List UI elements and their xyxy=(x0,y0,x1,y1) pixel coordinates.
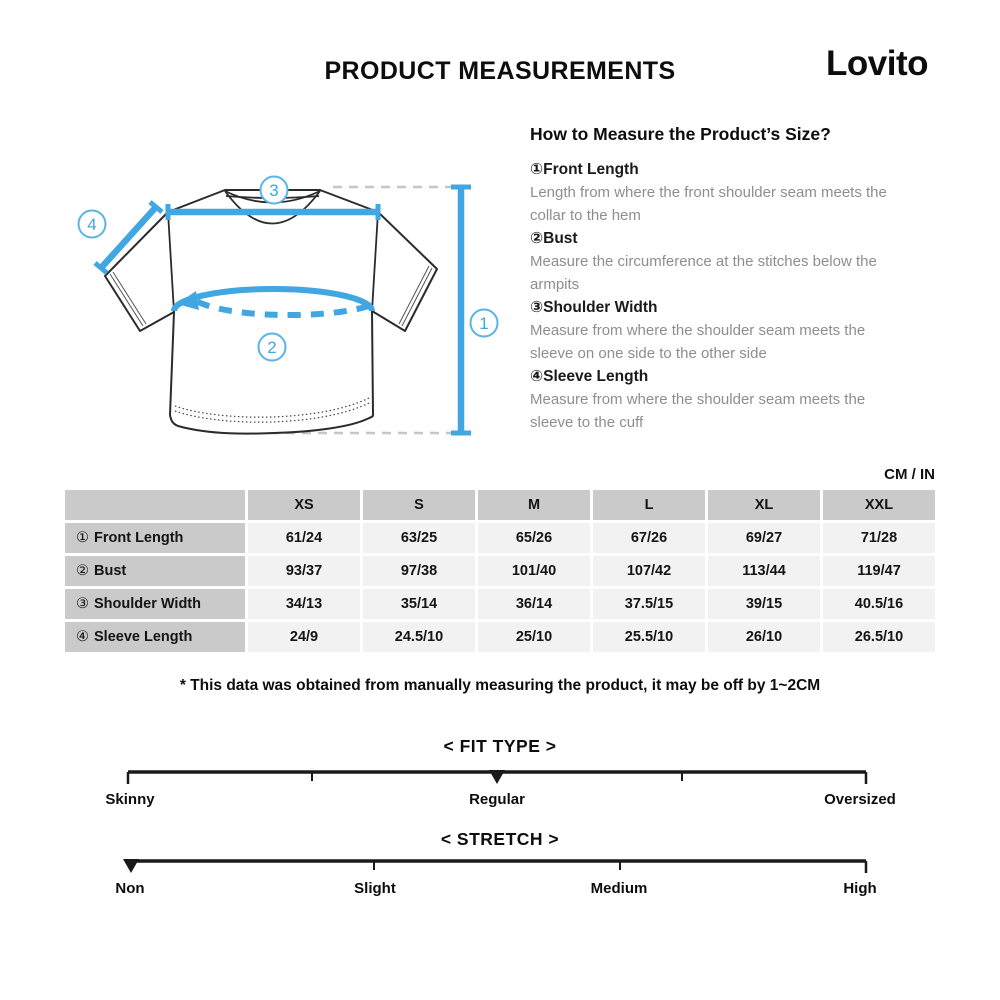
table-cell: 24.5/10 xyxy=(363,622,475,652)
row-num: ② xyxy=(76,563,89,579)
guide-item-desc: Measure the circumference at the stitches below the armpits xyxy=(530,253,877,293)
guide-item-num: ① xyxy=(530,161,544,178)
stretch-label-slight: Slight xyxy=(354,880,396,897)
guide-item-shoulder-width xyxy=(530,296,912,365)
guide-item-title xyxy=(530,296,912,319)
table-cell: 61/24 xyxy=(248,523,360,553)
guide-item-bust xyxy=(530,227,912,296)
fit-type-axis xyxy=(0,768,1000,790)
column-header-m: M xyxy=(478,490,590,520)
table-cell: 63/25 xyxy=(363,523,475,553)
fit-label-regular: Regular xyxy=(469,791,525,808)
guide-item-name: Sleeve Length xyxy=(543,368,649,385)
table-cell: 24/9 xyxy=(248,622,360,652)
stretch-label-high: High xyxy=(843,880,877,897)
column-header-l: L xyxy=(593,490,705,520)
guide-item-name: Front Length xyxy=(543,161,639,178)
table-cell: 26.5/10 xyxy=(823,622,935,652)
row-num: ① xyxy=(76,530,89,546)
guide-item-desc: Length from where the front shoulder seam meets the collar to the hem xyxy=(530,184,887,224)
stretch-title: < STRETCH > xyxy=(440,829,560,849)
table-cell: 113/44 xyxy=(708,556,820,586)
callout-3: 3 xyxy=(269,181,279,200)
row-label: Sleeve Length xyxy=(94,629,193,645)
fit-label-oversized: Oversized xyxy=(824,791,896,808)
column-header-xxl: XXL xyxy=(823,490,935,520)
stretch-scale xyxy=(0,829,1000,900)
stretch-label-medium: Medium xyxy=(590,880,648,897)
guide-heading: How to Measure the Product’s Size? xyxy=(530,124,831,144)
stretch-marker xyxy=(123,859,139,873)
stretch-axis xyxy=(0,857,1000,879)
guide-item-name: Shoulder Width xyxy=(543,299,658,316)
guide-item-num: ③ xyxy=(530,299,544,316)
table-corner-cell xyxy=(65,490,245,520)
guide-item-title xyxy=(530,158,912,181)
stretch-label-non: Non xyxy=(115,880,145,897)
row-label: Front Length xyxy=(94,530,184,546)
table-cell: 34/13 xyxy=(248,589,360,619)
table-cell: 39/15 xyxy=(708,589,820,619)
guide-item-title xyxy=(530,227,912,250)
table-cell: 25.5/10 xyxy=(593,622,705,652)
callout-2: 2 xyxy=(267,338,277,357)
size-table xyxy=(65,490,935,652)
page-title: PRODUCT MEASUREMENTS xyxy=(324,57,676,85)
fit-type-title: < FIT TYPE > xyxy=(443,736,557,756)
guide-item-name: Bust xyxy=(543,230,578,247)
guide-item-num: ④ xyxy=(530,368,544,385)
tshirt-measurement-diagram xyxy=(45,130,515,460)
guide-item-num: ② xyxy=(530,230,544,247)
table-cell: 35/14 xyxy=(363,589,475,619)
callout-4: 4 xyxy=(87,215,97,234)
row-label-sleeve-length xyxy=(65,622,245,652)
row-num: ③ xyxy=(76,596,89,612)
guide-item-front-length xyxy=(530,158,912,227)
column-header-xl: XL xyxy=(708,490,820,520)
table-cell: 71/28 xyxy=(823,523,935,553)
stretch-labels xyxy=(0,880,1000,900)
row-label: Shoulder Width xyxy=(94,596,201,612)
callout-1: 1 xyxy=(479,314,489,333)
row-label-bust xyxy=(65,556,245,586)
table-cell: 67/26 xyxy=(593,523,705,553)
table-cell: 93/37 xyxy=(248,556,360,586)
tshirt-diagram-svg xyxy=(45,130,515,460)
table-cell: 107/42 xyxy=(593,556,705,586)
fit-type-marker xyxy=(489,770,505,784)
table-cell: 119/47 xyxy=(823,556,935,586)
table-cell: 65/26 xyxy=(478,523,590,553)
brand-logo: Lovito xyxy=(826,44,928,83)
measurement-disclaimer: * This data was obtained from manually measuring the product, it may be off by 1~2CM xyxy=(179,677,821,694)
row-label-front-length xyxy=(65,523,245,553)
unit-label: CM / IN xyxy=(884,466,935,483)
row-label-shoulder-width xyxy=(65,589,245,619)
measure-guide xyxy=(530,124,912,434)
guide-item-title xyxy=(530,365,912,388)
fit-label-skinny: Skinny xyxy=(105,791,155,808)
row-label: Bust xyxy=(94,563,127,579)
table-cell: 40.5/16 xyxy=(823,589,935,619)
column-header-xs: XS xyxy=(248,490,360,520)
table-cell: 26/10 xyxy=(708,622,820,652)
column-header-s: S xyxy=(363,490,475,520)
table-cell: 25/10 xyxy=(478,622,590,652)
fit-type-scale xyxy=(0,736,1000,811)
table-cell: 37.5/15 xyxy=(593,589,705,619)
row-num: ④ xyxy=(76,629,89,645)
guide-item-sleeve-length xyxy=(530,365,912,434)
table-cell: 36/14 xyxy=(478,589,590,619)
table-cell: 101/40 xyxy=(478,556,590,586)
guide-item-desc: Measure from where the shoulder seam meets the sleeve to the cuff xyxy=(530,391,866,431)
guide-item-desc: Measure from where the shoulder seam meets the sleeve on one side to the other side xyxy=(530,322,866,362)
table-cell: 69/27 xyxy=(708,523,820,553)
fit-type-labels xyxy=(0,791,1000,811)
table-cell: 97/38 xyxy=(363,556,475,586)
